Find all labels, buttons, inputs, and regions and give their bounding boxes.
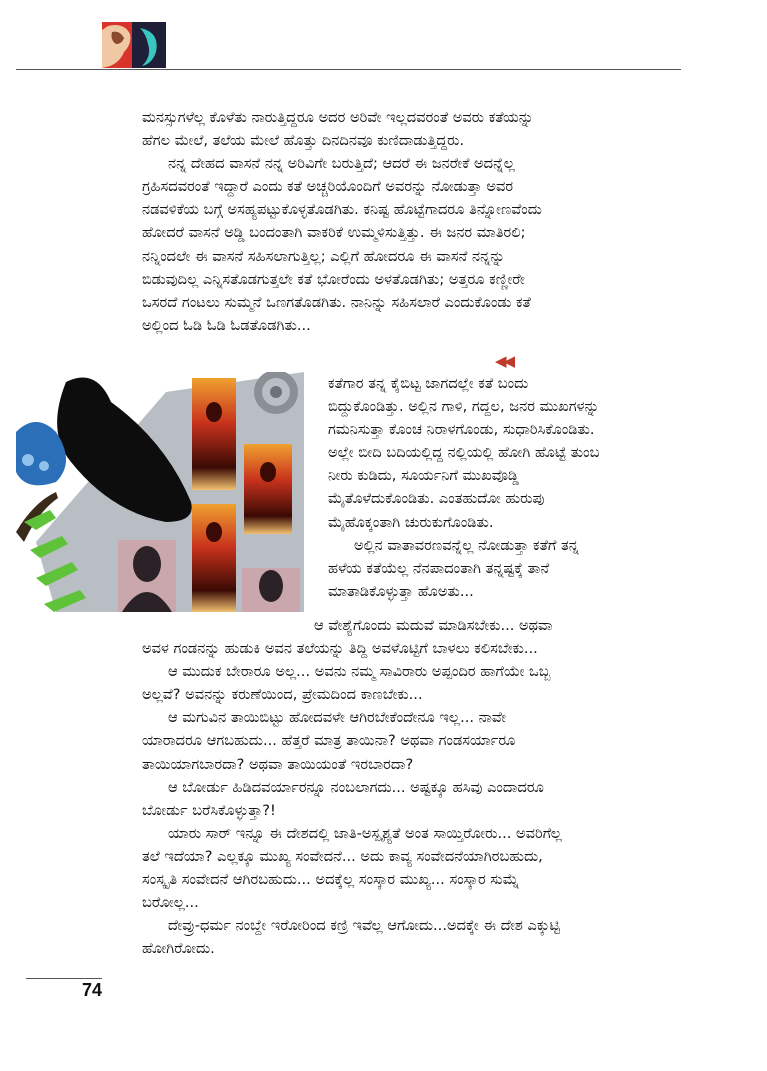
text-line: ಅವಳ ಗಂಡನನ್ನು ಹುಡುಕಿ ಅವನ ತಲೆಯನ್ನು ತಿದ್ದಿ ಅವಳೊಟ್ಟಿಗೆ ಬಾಳಲು ಕಲಿಸಬೇಕು...	[142, 640, 538, 658]
text-line: ಮೈಹೊಕ್ಕಂತಾಗಿ ಚುರುಕುಗೊಂಡಿತು.	[328, 513, 494, 531]
footer-rule	[26, 978, 102, 979]
text-line: ಆ ಮುದುಕ ಬೇರಾರೂ ಅಲ್ಲ... ಅವನು ನಮ್ಮ ಸಾವಿರಾರು ಅಪ್ಪಂದಿರ ಹಾಗೆಯೇ ಒಬ್ಬ	[168, 663, 551, 681]
text-line: ಯಾರು ಸಾರ್ ಇನ್ನೂ ಈ ದೇಶದಲ್ಲಿ ಜಾತಿ-ಅಸ್ಪೃಶ್ಯತೆ ಅಂತ ಸಾಯ್ತಿರೋರು... ಅವರಿಗೆಲ್ಲ	[168, 824, 562, 842]
text-line: ಆ ಬೋರ್ಡು ಹಿಡಿದವರ್ಯಾರನ್ನೂ ನಂಬಲಾಗದು... ಅಷ್ಟಕ್ಕೂ ಹಸಿವು ಎಂದಾದರೂ	[168, 778, 544, 796]
text-line: ಮಾತಾಡಿಕೊಳ್ಳುತ್ತಾ ಹೊಅತು...	[328, 582, 474, 600]
illustration	[16, 372, 304, 612]
text-line: ಹಳೆಯ ಕತೆಯೆಲ್ಲ ನೆನಪಾದಂತಾಗಿ ತನ್ನಷ್ಟಕ್ಕೆ ತಾನೆ	[328, 559, 550, 577]
text-line: ಅಲ್ಲೇ ಬೀದಿ ಬದಿಯಲ್ಲಿದ್ದ ನಲ್ಲಿಯಲ್ಲಿ ಹೋಗಿ ಹೊಟ್ಟೆ ತುಂಬ	[328, 444, 600, 462]
text-line: ಒಸರದೆ ಗಂಟಲು ಸುಮ್ಮನೆ ಒಣಗತೊಡಗಿತು. ನಾನಿನ್ನು ಸಹಿಸಲಾರೆ ಎಂದುಕೊಂಡು ಕತೆ	[142, 293, 531, 311]
text-line: ಬರೋಲ್ಲ...	[142, 894, 199, 912]
text-line: ಹೋದರೆ ವಾಸನೆ ಅಡ್ಡಿ ಬಂದಂತಾಗಿ ವಾಕರಿಕೆ ಉಮ್ಮಳಿಸುತ್ತಿತ್ತು. ಈ ಜನರ ಮಾತಿರಲಿ;	[142, 224, 526, 242]
text-line: ಆ ವೇಶ್ಯೆಗೊಂದು ಮದುವೆ ಮಾಡಿಸಬೇಕು... ಅಥವಾ	[314, 617, 553, 634]
text-line: ಬೋರ್ಡು ಬರೆಸಿಕೊಳ್ಳುತ್ತಾ?!	[142, 801, 276, 819]
text-line: ಆ ಮಗುವಿನ ತಾಯಿಬಿಟ್ಟು ಹೋದವಳೇ ಆಗಿರಬೇಕೆಂದೇನೂ ಇಲ್ಲ... ನಾವೇ	[168, 709, 507, 727]
text-block-bottom	[142, 614, 687, 960]
text-line: ಹೋಗಿರೋದು.	[142, 940, 215, 958]
text-line: ಮನಸ್ಸುಗಳೆಲ್ಲ ಕೊಳೆತು ನಾರುತ್ತಿದ್ದರೂ ಅದರ ಅರಿವೇ ಇಲ್ಲದವರಂತೆ ಅವರು ಕತೆಯನ್ನು	[142, 109, 534, 126]
text-line: ಸಂಸ್ಕೃತಿ ಸಂವೇದನೆ ಆಗಿರಬಹುದು... ಅದಕ್ಕೆಲ್ಲ ಸಂಸ್ಕಾರ ಮುಖ್ಯ... ಸಂಸ್ಕಾರ ಸುಮ್ನೆ	[142, 871, 520, 889]
text-line: ತಲೆ ಇದೆಯಾ? ಎಲ್ಲಕ್ಕೂ ಮುಖ್ಯ ಸಂವೇದನೆ... ಅದು ಕಾವ್ಯ ಸಂವೇದನೆಯಾಗಿರಬಹುದು,	[142, 847, 543, 865]
text-block-side	[328, 372, 690, 603]
page-number: 74	[82, 980, 103, 1000]
text-line: ಹೆಗಲ ಮೇಲೆ, ತಲೆಯ ಮೇಲೆ ಹೊತ್ತು ದಿನದಿನವೂ ಕುಣಿದಾಡುತ್ತಿದ್ದರು.	[142, 132, 465, 150]
text-line: ಬಿಡುವುದಿಲ್ಲ ಎನ್ನಿಸತೊಡಗುತ್ತಲೇ ಕತೆ ಭೋರೆಂದು ಅಳತೊಡಗಿತು; ಅತ್ತರೂ ಕಣ್ಣೀರೇ	[142, 270, 525, 288]
header-rule	[16, 69, 681, 70]
text-block-top	[142, 106, 687, 337]
text-line: ನನ್ನಿಂದಲೇ ಈ ವಾಸನೆ ಸಹಿಸಲಾಗುತ್ತಿಲ್ಲ; ಎಲ್ಲಿಗೆ ಹೋದರೂ ಈ ವಾಸನೆ ನನ್ನನ್ನು	[142, 247, 505, 265]
text-line: ಅಲ್ಲಿಂದ ಓಡಿ ಓಡಿ ಓಡತೊಡಗಿತು...	[142, 316, 311, 334]
text-line: ಬಿದ್ದುಕೊಂಡಿತ್ತು. ಅಲ್ಲಿನ ಗಾಳಿ, ಗದ್ದಲ, ಜನರ ಮುಖಗಳನ್ನು	[328, 398, 600, 416]
text-line: ಅಲ್ಲವೆ? ಅವನನ್ನು ಕರುಣೆಯಿಂದ, ಪ್ರೇಮದಿಂದ ಕಾಣಬೇಕು...	[142, 686, 423, 704]
text-line: ಯಾರಾದರೂ ಆಗಬಹುದು... ಹೆತ್ತರೆ ಮಾತ್ರ ತಾಯಿನಾ? ಅಥವಾ ಗಂಡಸರ್ಯಾರೂ	[142, 732, 516, 750]
text-line: ನೀರು ಕುಡಿದು, ಸೂರ್ಯನಿಗೆ ಮುಖವೊಡ್ಡಿ	[328, 467, 519, 485]
text-line: ನನ್ನ ದೇಹದ ವಾಸನೆ ನನ್ನ ಅರಿವಿಗೇ ಬರುತ್ತಿದೆ; ಆದರೆ ಈ ಜನರೇಕೆ ಅದನ್ನೆಲ್ಲ	[168, 155, 515, 173]
text-line: ಕತೆಗಾರ ತನ್ನ ಕೈಬಿಟ್ಟ ಜಾಗದಲ್ಲೇ ಕತೆ ಬಂದು	[328, 375, 529, 392]
text-line: ಗಮನಿಸುತ್ತಾ ಕೊಂಚ ನಿರಾಳಗೊಂಡು, ಸುಧಾರಿಸಿಕೊಂಡಿತು.	[328, 421, 595, 439]
header-logo	[102, 22, 166, 68]
text-line: ಗ್ರಹಿಸದವರಂತೆ ಇದ್ದಾರೆ ಎಂದು ಕತೆ ಅಚ್ಚರಿಯೊಂದಿಗೆ ಅವರನ್ನು ನೋಡುತ್ತಾ ಅವರ	[142, 178, 514, 196]
text-line: ನಡವಳಿಕೆಯ ಬಗ್ಗೆ ಅಸಹ್ಯಪಟ್ಟುಕೊಳ್ಳತೊಡಗಿತು. ಕನಿಷ್ಟ ಹೊಟ್ಟೆಗಾದರೂ ತಿನ್ನೋಣವೆಂದು	[142, 201, 542, 219]
text-line: ತಾಯಿಯಾಗಬಾರದಾ? ಅಥವಾ ತಾಯಿಯಂತೆ ಇರಬಾರದಾ?	[142, 755, 414, 773]
section-marker-icon: ◀◀	[495, 352, 513, 370]
text-line: ಮೈತೊಳೆದುಕೊಂಡಿತು. ಎಂತಹುದೋ ಹುರುಪು	[328, 490, 545, 508]
text-line: ಅಲ್ಲಿನ ವಾತಾವರಣವನ್ನೆಲ್ಲ ನೋಡುತ್ತಾ ಕತೆಗೆ ತನ್ನ	[354, 536, 579, 554]
text-line: ದೇವ್ರು-ಧರ್ಮ ನಂಬ್ದೇ ಇರೋರಿಂದ ಕಣ್ರಿ ಇವೆಲ್ಲ ಆಗೋದು...ಅದಕ್ಕೇ ಈ ದೇಶ ಎಕ್ಕುಟ್ಟಿ	[168, 917, 561, 935]
